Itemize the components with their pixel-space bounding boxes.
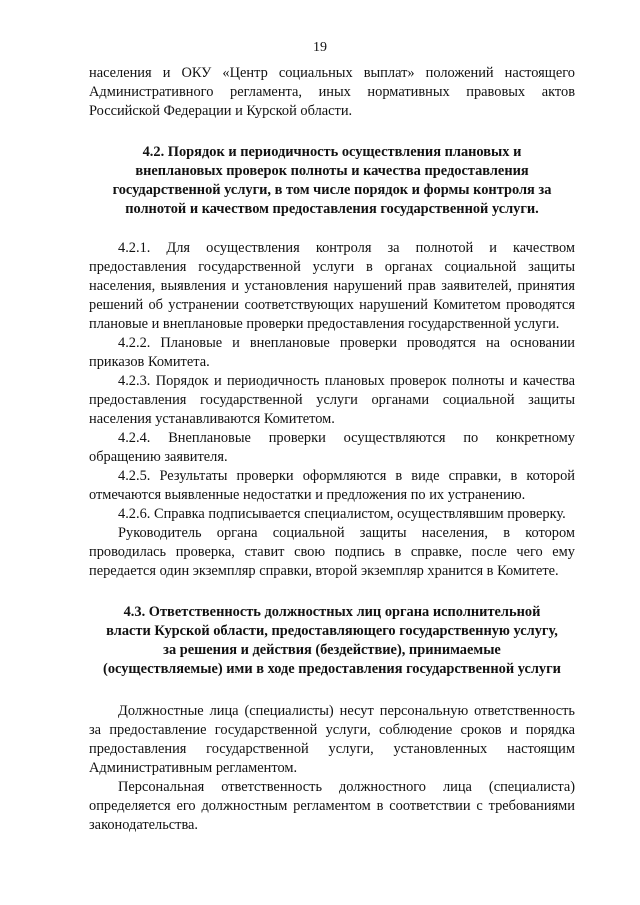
section-4-2-heading: 4.2. Порядок и периодичность осуществления плановых и внеплановых проверок полноты и качества предоставления государственной услуги, в том числе порядок и формы контроля за полнотой и качеством предоставления государственной услуги. xyxy=(112,144,552,217)
paragraph-officials-responsibility: Должностные лица (специалисты) несут персональную ответственность за предоставление государственной услуги, соблюдение сроков и порядка предоставления государственной услуги, установленных настоящим Административным регламентом. xyxy=(89,703,575,776)
paragraph-personal-responsibility: Персональная ответственность должностного лица (специалиста) определяется его должностным регламентом в соответствии с требованиями законодательства. xyxy=(89,779,575,833)
document-body xyxy=(89,64,575,835)
section-4-3-heading: 4.3. Ответственность должностных лиц органа исполнительной власти Курской области, предоставляющего государственную услугу, за решения и действия (бездействие), принимаемые (осуществляемые) ими в ходе предоставления государственной услуги xyxy=(103,604,561,677)
paragraph-4-2-4: 4.2.4. Внеплановые проверки осуществляются по конкретному обращению заявителя. xyxy=(89,430,575,465)
paragraph-4-2-3: 4.2.3. Порядок и периодичность плановых проверок полноты и качества предоставления государственной услуги органами социальной защиты населения устанавливаются Комитетом. xyxy=(89,373,575,427)
paragraph-4-2-6: 4.2.6. Справка подписывается специалистом, осуществлявшим проверку. xyxy=(118,506,566,522)
intro-paragraph: населения и ОКУ «Центр социальных выплат» положений настоящего Административного регламента, иных нормативных правовых актов Российской Федерации и Курской области. xyxy=(89,65,575,119)
paragraph-4-2-1: 4.2.1. Для осуществления контроля за полнотой и качеством предоставления государственной услуги в органах социальной защиты населения, выявления и установления нарушений прав заявителей, принятия решений об устранении соответствующих нарушений Комитетом проводятся плановые и внеплановые проверки предоставления государственной услуги. xyxy=(89,240,575,332)
paragraph-head-of-agency: Руководитель органа социальной защиты населения, в котором проводилась проверка, ставит свою подпись в справке, после чего ему передается один экземпляр справки, второй экземпляр хранится в Комитете. xyxy=(89,525,575,579)
paragraph-4-2-5: 4.2.5. Результаты проверки оформляются в виде справки, в которой отмечаются выявленные недостатки и предложения по их устранению. xyxy=(89,468,575,503)
paragraph-4-2-2: 4.2.2. Плановые и внеплановые проверки проводятся на основании приказов Комитета. xyxy=(89,335,575,370)
page-number: 19 xyxy=(313,40,327,55)
